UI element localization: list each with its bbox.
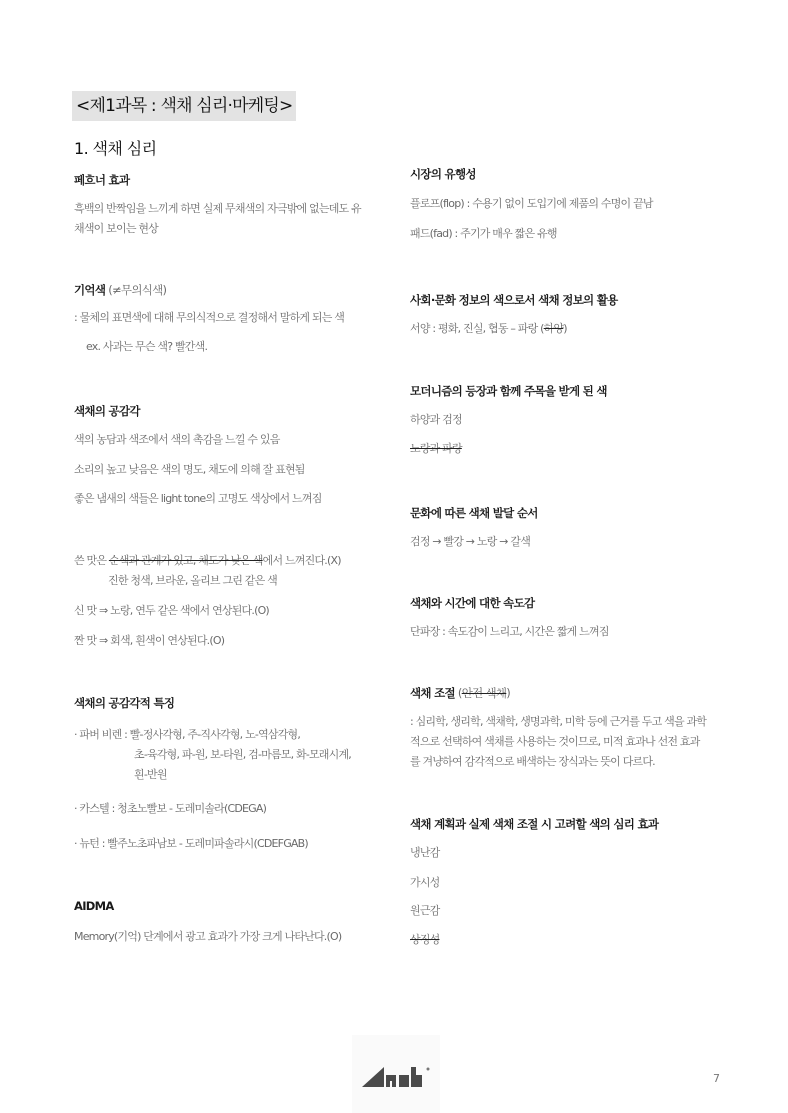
speed-title: 색채와 시간에 대한 속도감 bbox=[410, 596, 535, 610]
culture-line: 검정 → 빨강 → 노랑 → 갈색 bbox=[410, 535, 531, 548]
fechner-title: 페흐너 효과 bbox=[74, 173, 130, 187]
conditioning-title-main: 색채 조절 bbox=[410, 686, 455, 700]
synesthesia-title: 색채의 공감각 bbox=[74, 404, 140, 418]
planning-item-1: 냉난감 bbox=[410, 846, 440, 859]
synesthesia-line-2: 소리의 높고 낮음은 색의 명도, 채도에 의해 잘 표현됨 bbox=[74, 463, 305, 476]
modernism-line-2: 노랑과 파랑 bbox=[410, 442, 462, 455]
trend-title: 시장의 유행성 bbox=[410, 167, 476, 181]
synesthesia-line-1: 색의 농담과 색조에서 색의 촉감을 느낄 수 있음 bbox=[74, 433, 280, 446]
bitter-correct-line: 진한 청색, 브라운, 올리브 그린 같은 색 bbox=[108, 574, 277, 587]
memory-color-title-sub: (≠무의식색) bbox=[105, 283, 167, 297]
memory-color-line-1: : 물체의 표면색에 대해 무의식적으로 결정해서 말하게 되는 색 bbox=[74, 311, 345, 324]
fechner-line-1: 흑백의 반짝임을 느끼게 하면 실제 무채색의 자극밖에 없는데도 유 bbox=[74, 202, 361, 215]
memory-color-line-2: ex. 사과는 무슨 색? 빨간색. bbox=[86, 340, 208, 353]
modernism-title: 모더니즘의 등장과 함께 주목을 받게 된 색 bbox=[410, 384, 607, 398]
publisher-logo-icon bbox=[362, 1065, 432, 1093]
social-title: 사회·문화 정보의 색으로서 색채 정보의 활용 bbox=[410, 293, 618, 307]
section-title: 1. 색채 심리 bbox=[74, 139, 157, 158]
social-pre: 서양 : 평화, 진실, 협동 – 파랑 ( bbox=[410, 322, 544, 335]
conditioning-sub-post: ) bbox=[506, 686, 511, 700]
conditioning-sub-pre: ( bbox=[454, 686, 462, 700]
bitter-taste-line bbox=[74, 551, 341, 571]
newton-line: · 뉴턴 : 빨주노초파남보 - 도레미파솔라시(CDEFGAB) bbox=[74, 837, 308, 850]
trend-line-1: 플로프(flop) : 수용기 없이 도입기에 제품의 수명이 끝남 bbox=[410, 197, 653, 210]
bitter-post: 에서 느껴진다.(X) bbox=[262, 554, 341, 567]
castel-line: · 카스텔 : 청초노빨보 - 도레미솔라(CDEGA) bbox=[74, 802, 267, 815]
social-line bbox=[410, 319, 567, 339]
planning-title: 색채 계획과 실제 색채 조절 시 고려할 색의 심리 효과 bbox=[410, 817, 659, 831]
memory-color-title bbox=[74, 282, 166, 298]
salty-taste-line: 짠 맛 ⇒ 회색, 흰색이 연상된다.(O) bbox=[74, 634, 225, 647]
faber-birren-line-3: 흰-반원 bbox=[134, 768, 167, 781]
fechner-line-2: 채색이 보이는 현상 bbox=[74, 222, 159, 235]
aidma-line: Memory(기억) 단계에서 광고 효과가 가장 크게 나타난다.(O) bbox=[74, 930, 342, 943]
faber-birren-line-1: · 파버 비렌 : 빨-정사각형, 주-직사각형, 노-역삼각형, bbox=[74, 728, 301, 741]
conditioning-line-1: : 심리학, 생리학, 색채학, 생명과학, 미학 등에 근거를 두고 색을 과학 bbox=[410, 715, 707, 728]
page-number: 7 bbox=[713, 1072, 720, 1085]
sour-taste-line: 신 맛 ⇒ 노랑, 연두 같은 색에서 연상된다.(O) bbox=[74, 604, 269, 617]
social-post: ) bbox=[563, 322, 567, 335]
conditioning-sub-strike: 안전 색채 bbox=[461, 686, 507, 700]
planning-item-3: 원근감 bbox=[410, 904, 440, 917]
speed-line: 단파장 : 속도감이 느리고, 시간은 짧게 느껴짐 bbox=[410, 625, 609, 638]
conditioning-title bbox=[410, 685, 510, 701]
social-strike: 하양 bbox=[543, 322, 564, 335]
culture-title: 문화에 따른 색채 발달 순서 bbox=[410, 506, 538, 520]
chapter-title: <제1과목 : 색채 심리·마케팅> bbox=[72, 91, 296, 121]
conditioning-line-3: 를 겨냥하여 감각적으로 배색하는 장식과는 뜻이 다르다. bbox=[410, 755, 655, 768]
faber-birren-line-2: 초-육각형, 파-원, 보-타원, 검-마름모, 화-모래시계, bbox=[134, 748, 351, 761]
modernism-line-1: 하양과 검정 bbox=[410, 413, 462, 426]
planning-item-4: 상징성 bbox=[410, 933, 440, 946]
bitter-strike: 순색과 관계가 있고, 채도가 낮은 색 bbox=[108, 554, 263, 567]
synesthesia-features-title: 색채의 공감각적 특징 bbox=[74, 696, 175, 710]
synesthesia-line-3: 좋은 냄새의 색들은 light tone의 고명도 색상에서 느껴짐 bbox=[74, 492, 322, 505]
conditioning-line-2: 적으로 선택하여 색채를 사용하는 것이므로, 미적 효과나 선전 효과 bbox=[410, 735, 700, 748]
memory-color-title-main: 기억색 bbox=[74, 283, 106, 297]
aidma-title: AIDMA bbox=[74, 899, 114, 913]
trend-line-2: 패드(fad) : 주기가 매우 짧은 유행 bbox=[410, 227, 557, 240]
bitter-pre: 쓴 맛은 bbox=[74, 554, 109, 567]
planning-item-2: 가시성 bbox=[410, 876, 440, 889]
